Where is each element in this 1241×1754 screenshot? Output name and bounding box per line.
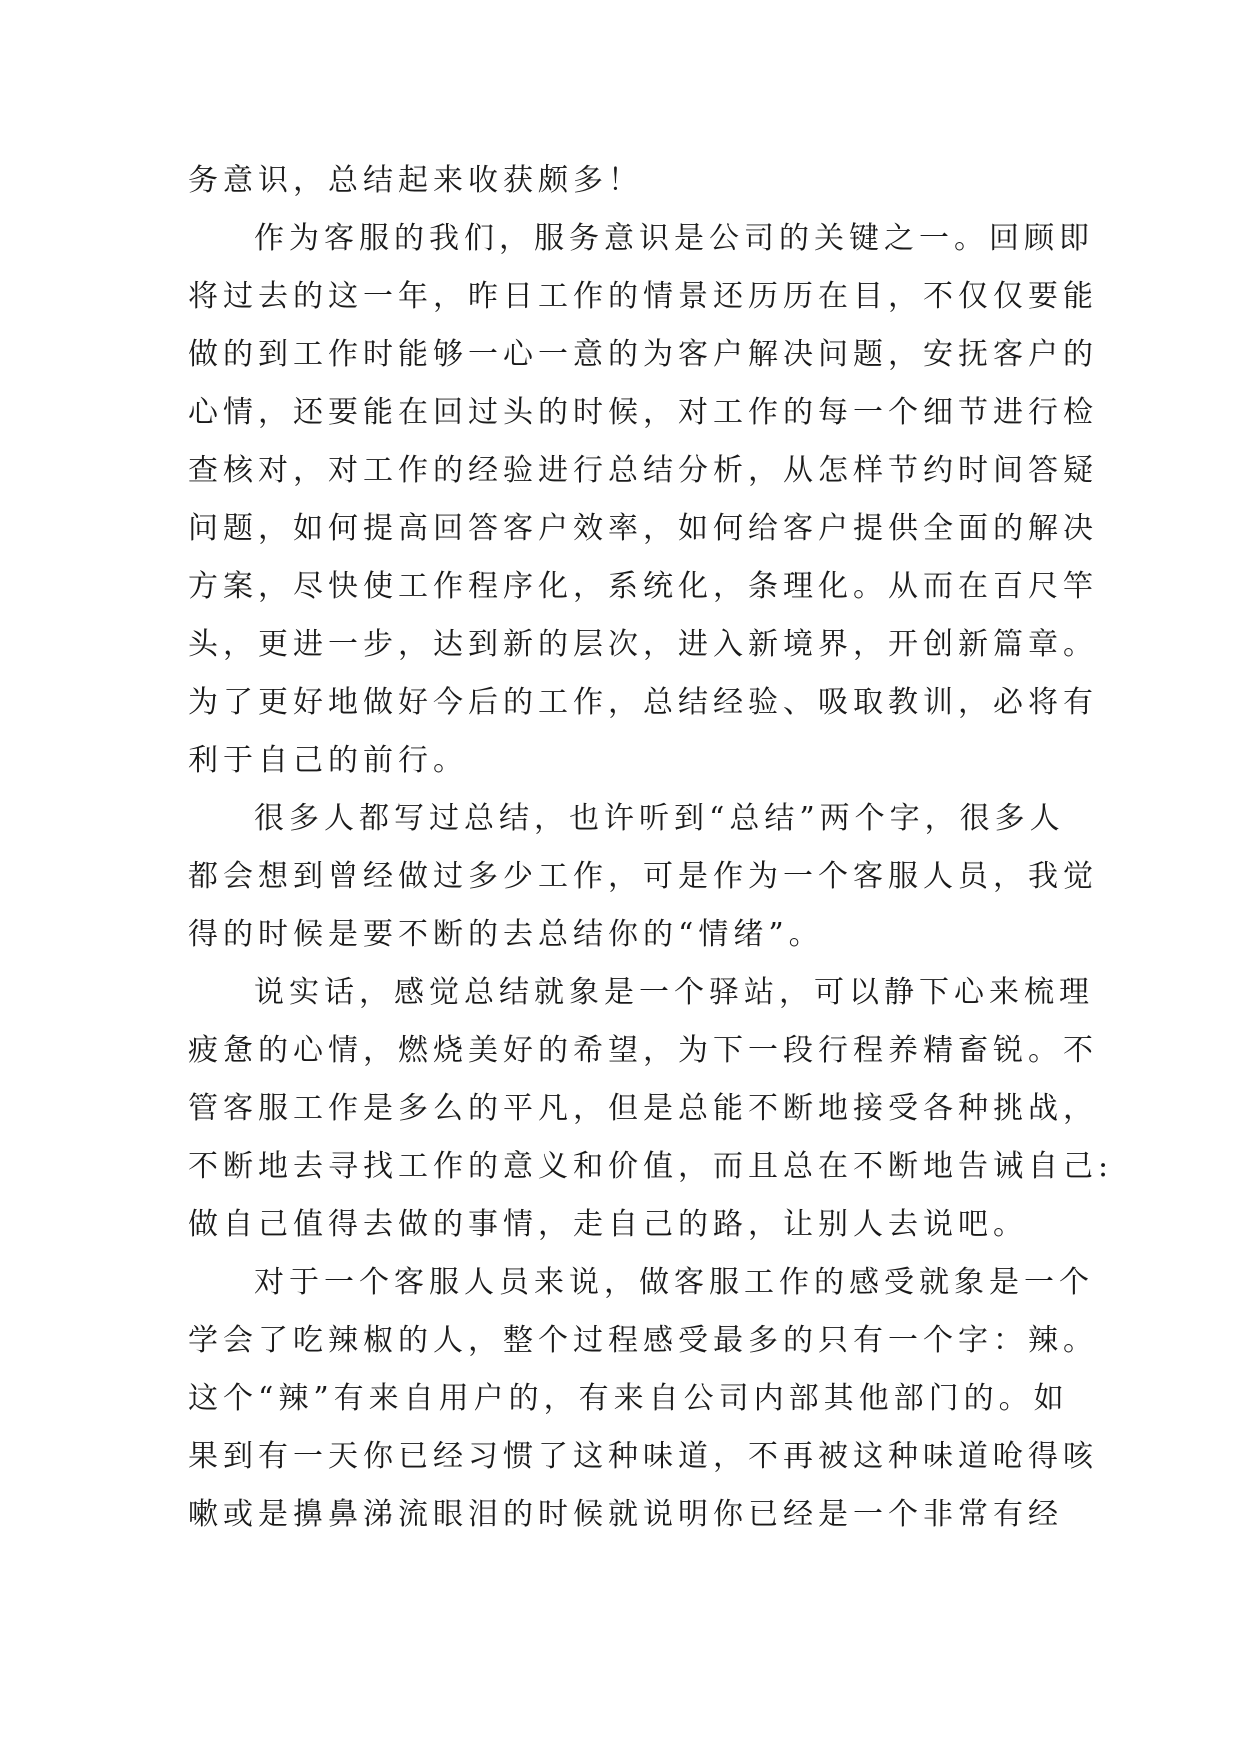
text-line: 得的时候是要不断的去总结你的“情绪”。: [188, 917, 824, 952]
text-line: 心情，还要能在回过头的时候，对工作的每一个细节进行检: [188, 395, 1098, 430]
text-line: 务意识，总结起来收获颇多！: [188, 163, 643, 198]
text-line: 不断地去寻找工作的意义和价值，而且总在不断地告诫自己:: [188, 1149, 1114, 1184]
text-line: 利于自己的前行。: [188, 743, 468, 778]
text-line: 做的到工作时能够一心一意的为客户解决问题，安抚客户的: [188, 337, 1098, 372]
text-line: 说实话，感觉总结就象是一个驿站，可以静下心来梳理: [254, 975, 1094, 1010]
text-line: 很多人都写过总结，也许听到“总结”两个字，很多人: [254, 801, 1065, 836]
text-line: 为了更好地做好今后的工作，总结经验、吸取教训，必将有: [188, 685, 1098, 720]
paragraph: [188, 964, 1114, 1254]
text-line: 疲惫的心情，燃烧美好的希望，为下一段行程养精畜锐。不: [188, 1033, 1098, 1068]
paragraph: [188, 1254, 1098, 1544]
text-line: 作为客服的我们，服务意识是公司的关键之一。回顾即: [254, 221, 1094, 256]
text-line: 嗽或是擤鼻涕流眼泪的时候就说明你已经是一个非常有经: [188, 1497, 1063, 1532]
text-line: 对于一个客服人员来说，做客服工作的感受就象是一个: [254, 1265, 1094, 1300]
text-line: 管客服工作是多么的平凡，但是总能不断地接受各种挑战，: [188, 1091, 1098, 1126]
text-line: 做自己值得去做的事情，走自己的路，让别人去说吧。: [188, 1207, 1028, 1242]
text-line: 将过去的这一年，昨日工作的情景还历历在目，不仅仅要能: [188, 279, 1098, 314]
text-line: 这个“辣”有来自用户的，有来自公司内部其他部门的。如: [188, 1381, 1069, 1416]
document-body: [188, 152, 1114, 1544]
text-line: 头，更进一步，达到新的层次，进入新境界，开创新篇章。: [188, 627, 1098, 662]
text-line: 方案，尽快使工作程序化，系统化，条理化。从而在百尺竿: [188, 569, 1098, 604]
paragraph: [188, 152, 1058, 210]
text-line: 问题，如何提高回答客户效率，如何给客户提供全面的解决: [188, 511, 1098, 546]
text-line: 都会想到曾经做过多少工作，可是作为一个客服人员，我觉: [188, 859, 1098, 894]
paragraph: [188, 790, 1098, 964]
text-line: 查核对，对工作的经验进行总结分析，从怎样节约时间答疑: [188, 453, 1098, 488]
text-line: 果到有一天你已经习惯了这种味道，不再被这种味道呛得咳: [188, 1439, 1098, 1474]
paragraph: [188, 210, 1098, 790]
text-line: 学会了吃辣椒的人，整个过程感受最多的只有一个字：辣。: [188, 1323, 1098, 1358]
